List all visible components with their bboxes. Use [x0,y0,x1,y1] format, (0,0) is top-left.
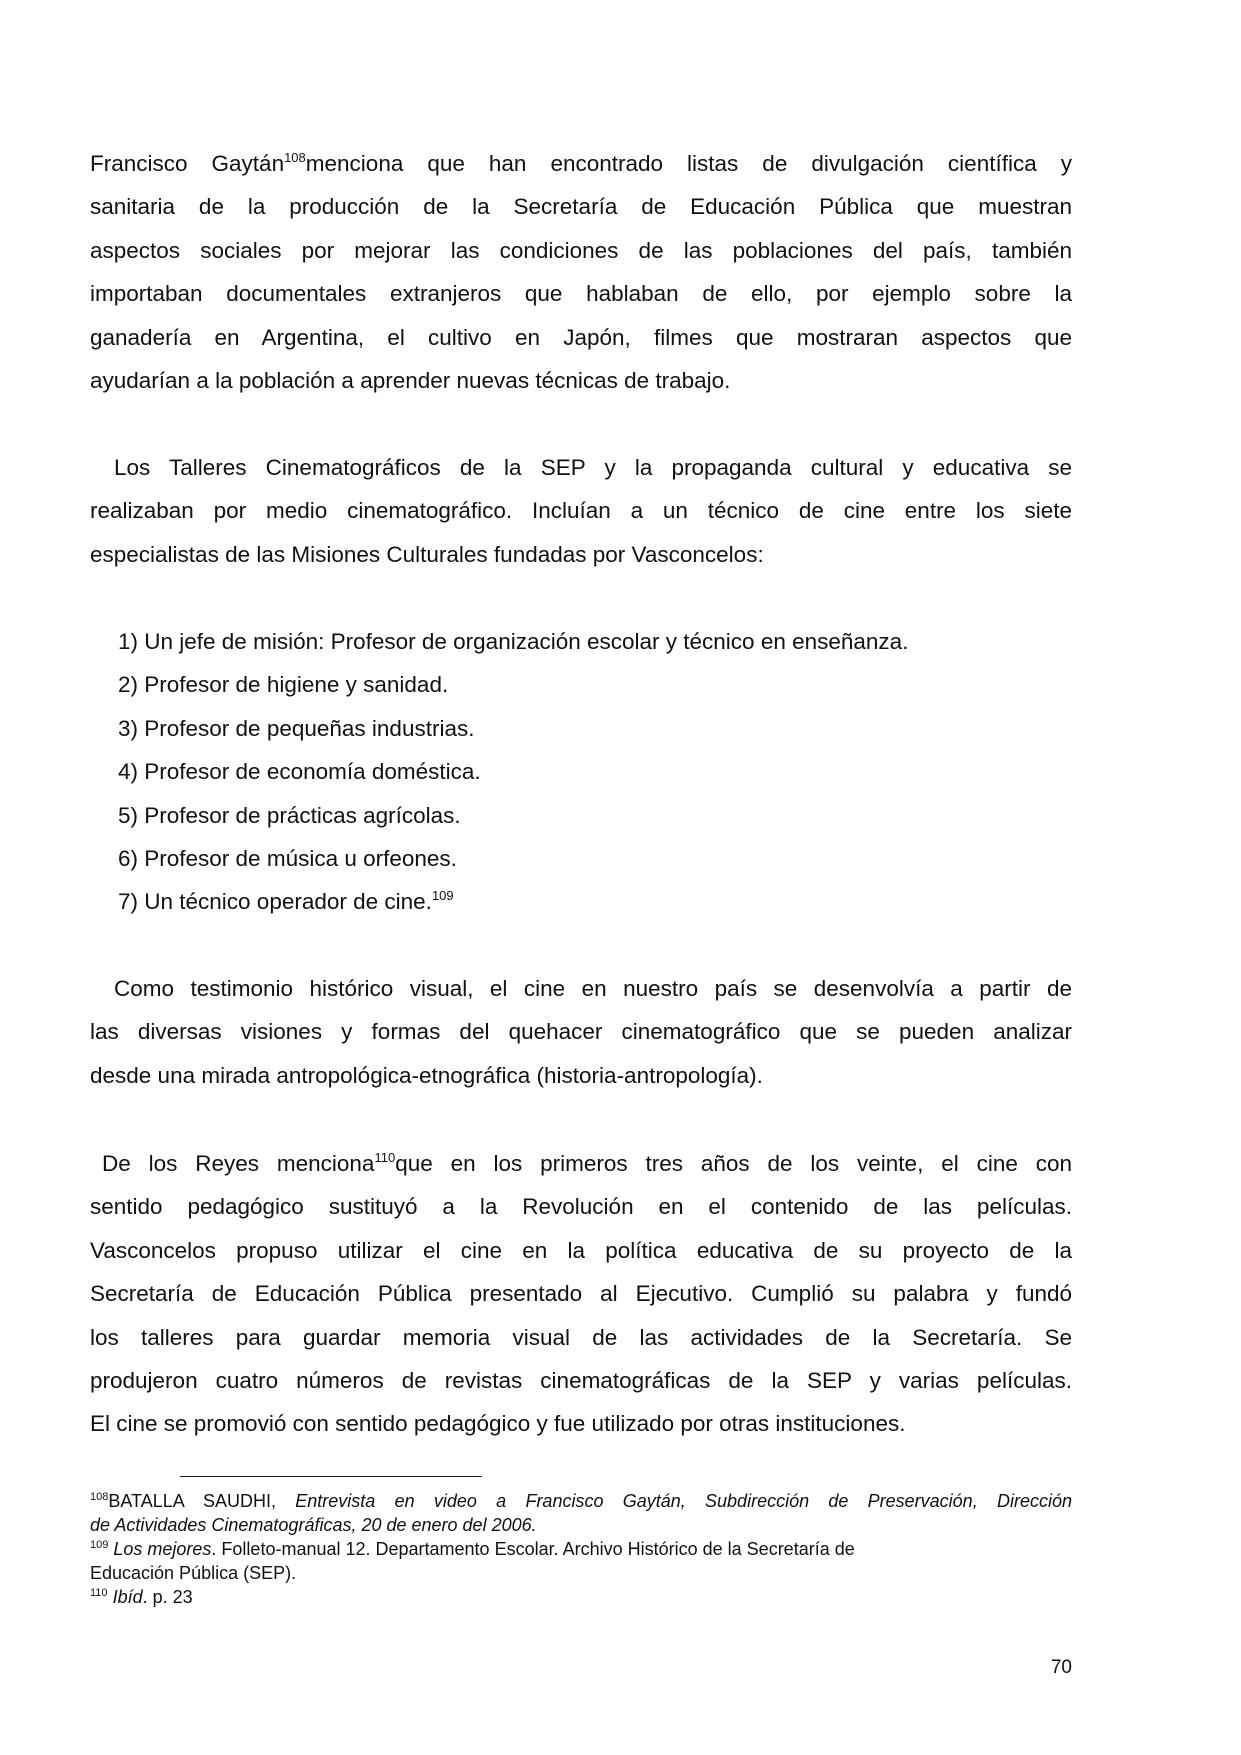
footnote-ref: 108 [284,150,306,165]
list-item [118,880,908,923]
text-segment: ganadería en Argentina, el cultivo en Japón, filmes que mostraran aspectos que [90,324,1072,350]
footnote-ref: 110 [374,1150,396,1165]
footnote-109 [90,1537,1072,1561]
text-line [90,272,1072,315]
footnote-title: Ibíd [112,1587,143,1607]
text-segment: ayudarían a la población a aprender nuevas técnicas de trabajo. [90,367,731,393]
paragraph-2 [90,446,1072,576]
footnote-number: 108 [90,1491,109,1503]
text-segment: El cine se promovió con sentido pedagógico y fue utilizado por otras instituciones. [90,1411,906,1437]
text-segment: De los Reyes menciona [102,1151,375,1176]
list-item: 2) Profesor de higiene y sanidad. [118,672,449,698]
text-line [90,229,1072,272]
text-segment: realizaban por medio cinematográfico. Incluían a un técnico de cine entre los siete [90,498,1072,524]
text-line [90,446,1072,489]
text-segment: los talleres para guardar memoria visual de las actividades de la Secretaría. Se [90,1324,1072,1350]
text-line [90,142,1072,185]
list-item: 4) Profesor de economía doméstica. [118,759,481,785]
text-line [90,1272,1072,1315]
list-item-text: 7) Un técnico operador de cine. [118,889,432,915]
footnotes [90,1489,1072,1609]
text-segment: Secretaría de Educación Pública presentado al Ejecutivo. Cumplió su palabra y fundó [90,1281,1072,1307]
text-segment: sanitaria de la producción de la Secretaría de Educación Pública que muestran [90,194,1072,220]
missions-list [118,620,908,924]
text-segment: importaban documentales extranjeros que hablaban de ello, por ejemplo sobre la [90,281,1072,307]
footnote-108-cont [90,1513,1072,1537]
footnote-title: Los mejores [113,1539,212,1559]
text-line [90,185,1072,228]
text-segment: especialistas de las Misiones Culturales fundadas por Vasconcelos: [90,541,764,567]
footnote-text: . Folleto-manual 12. Departamento Escolar. Archivo Histórico de la Secretaría de [211,1539,855,1559]
text-segment: las diversas visiones y formas del quehacer cinematográfico que se pueden analizar [90,1019,1072,1045]
page-number: 70 [1050,1657,1072,1678]
text-segment: que en los primeros tres años de los veinte, el cine con [395,1151,1072,1176]
text-line [90,1316,1072,1359]
footnote-separator [180,1476,482,1477]
footnote-number: 109 [90,1539,109,1551]
text-segment: produjeron cuatro números de revistas cinematográficas de la SEP y varias películas. [90,1367,1072,1393]
footnote-108 [90,1489,1072,1513]
text-line [90,967,1072,1010]
footnote-author: BATALLA SAUDHI, [108,1491,296,1511]
list-item: 3) Profesor de pequeñas industrias. [118,715,475,741]
footnote-109-cont [90,1561,1072,1585]
text-segment: aspectos sociales por mejorar las condiciones de las poblaciones del país, también [90,237,1072,263]
text-line [90,1142,1072,1185]
text-line [90,1402,1072,1445]
footnote-text-cont: Educación Pública (SEP). [90,1563,297,1583]
footnote-110 [90,1585,1072,1609]
text-line [90,489,1072,532]
text-line [90,1054,1072,1097]
text-segment: menciona que han encontrado listas de divulgación científica y [305,151,1072,176]
footnote-ref: 109 [431,888,454,904]
paragraph-3 [90,967,1072,1097]
text-segment: Vasconcelos propuso utilizar el cine en la política educativa de su proyecto de la [90,1237,1072,1263]
text-line [90,316,1072,359]
paragraph-1 [90,142,1072,402]
text-segment: Francisco Gaytán [90,151,285,176]
text-line [90,1185,1072,1228]
text-line [90,533,1072,576]
paragraph-4 [90,1142,1072,1446]
footnote-text: . p. 23 [142,1587,193,1607]
footnote-title-cont: de Actividades Cinematográficas, 20 de enero del 2006. [90,1515,537,1535]
footnote-number: 110 [90,1587,108,1599]
text-segment: desde una mirada antropológica-etnográfica (historia-antropología). [90,1062,763,1088]
text-line [90,359,1072,402]
text-line [90,1010,1072,1053]
footnote-title: Entrevista en video a Francisco Gaytán, Subdirección de Preservación, Dirección [295,1491,1072,1511]
text-segment: Como testimonio histórico visual, el cine en nuestro país se desenvolvía a partir de [114,976,1072,1001]
text-segment: sentido pedagógico sustituyó a la Revolución en el contenido de las películas. [90,1194,1072,1220]
list-item: 6) Profesor de música u orfeones. [118,845,457,871]
text-segment: Los Talleres Cinematográficos de la SEP y la propaganda cultural y educativa se [114,455,1072,480]
list-item: 1) Un jefe de misión: Profesor de organización escolar y técnico en enseñanza. [118,629,909,654]
text-line [90,1359,1072,1402]
list-item: 5) Profesor de prácticas agrícolas. [118,802,461,828]
text-line [90,1229,1072,1272]
